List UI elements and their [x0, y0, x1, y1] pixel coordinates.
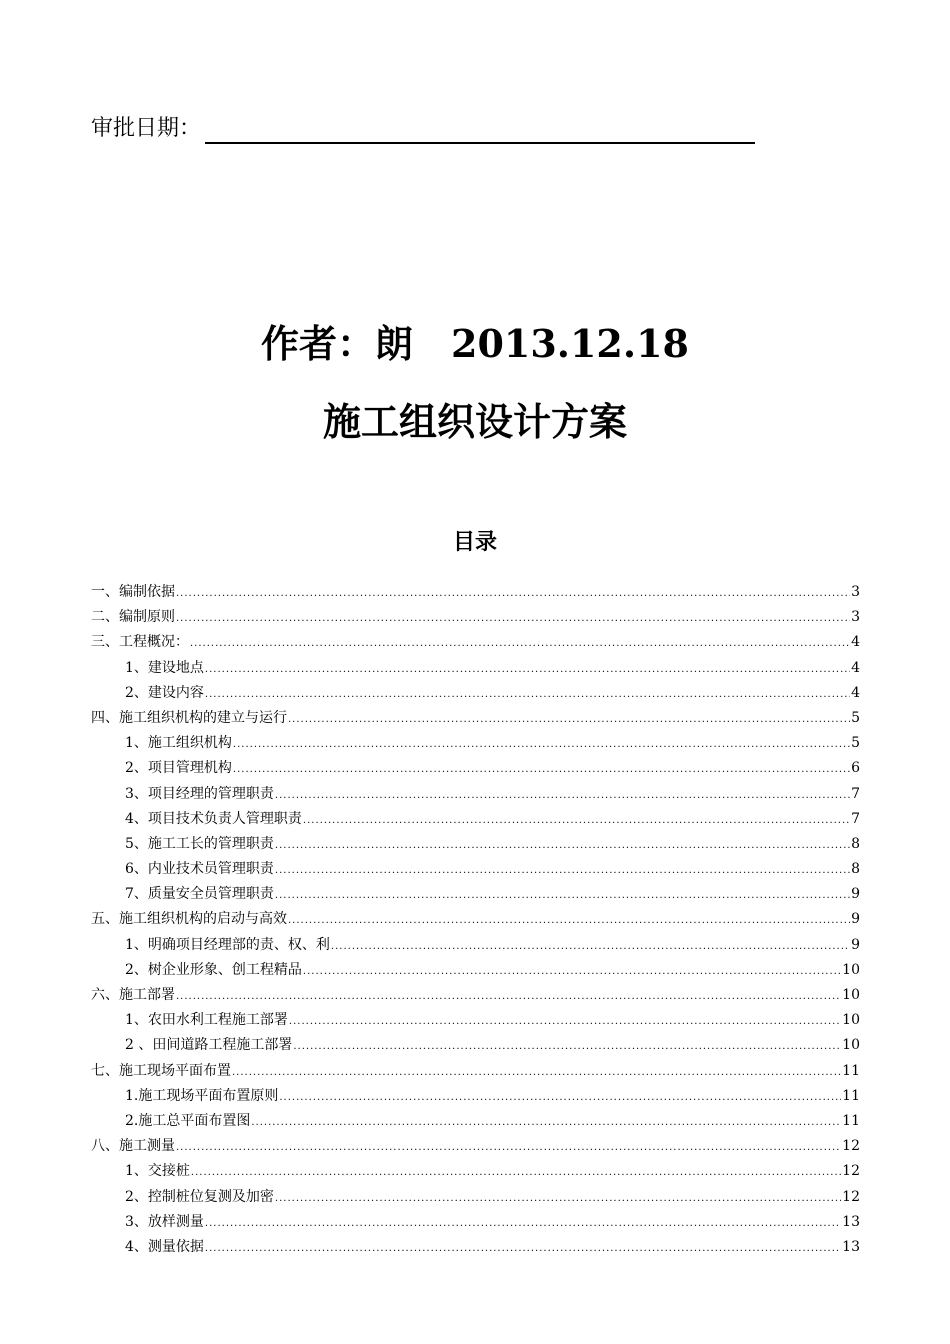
toc-dot-leader — [275, 833, 850, 858]
toc-entry-page-number: 3 — [851, 584, 860, 600]
toc-entry[interactable] — [91, 1134, 860, 1159]
toc-dot-leader — [275, 883, 850, 908]
approval-date-field — [91, 114, 755, 144]
toc-entry-label: 4、项目技术负责人管理职责 — [125, 810, 302, 827]
table-of-contents — [91, 580, 860, 1260]
toc-entry-label: 六、施工部署 — [91, 987, 175, 1003]
toc-entry-page-number: 11 — [842, 1112, 860, 1129]
toc-entry[interactable] — [91, 1059, 860, 1084]
toc-dot-leader — [275, 1186, 841, 1211]
toc-entry[interactable] — [91, 958, 860, 983]
toc-entry[interactable] — [91, 605, 860, 630]
toc-entry-page-number: 9 — [851, 911, 860, 928]
toc-entry-label: 五、施工组织机构的启动与高效 — [91, 911, 287, 928]
toc-dot-leader — [275, 783, 850, 808]
toc-dot-leader — [191, 1160, 841, 1185]
toc-dot-leader — [288, 707, 850, 732]
toc-dot-leader — [233, 757, 850, 782]
toc-entry-label: 3、放样测量 — [125, 1213, 204, 1230]
toc-entry-label: 1.施工现场平面布置原则 — [125, 1087, 279, 1104]
toc-entry-label: 6、内业技术员管理职责 — [125, 861, 274, 878]
toc-entry[interactable] — [91, 857, 860, 882]
toc-entry-page-number: 9 — [851, 936, 860, 953]
toc-entry-page-number: 11 — [842, 1087, 860, 1104]
toc-dot-leader — [205, 1211, 841, 1236]
toc-entry-label: 2、树企业形象、创工程精品 — [125, 961, 302, 978]
toc-entry-label: 1、明确项目经理部的责、权、利 — [125, 936, 330, 953]
toc-dot-leader — [176, 581, 850, 606]
toc-entry-page-number: 10 — [842, 1037, 860, 1054]
toc-dot-leader — [293, 1034, 841, 1059]
toc-entry[interactable] — [91, 907, 860, 932]
toc-entry-label: 2.施工总平面布置图 — [125, 1112, 251, 1129]
toc-entry[interactable] — [91, 1084, 860, 1109]
toc-entry-page-number: 4 — [851, 634, 860, 651]
toc-entry-page-number: 10 — [842, 1012, 860, 1029]
toc-entry-page-number: 8 — [851, 835, 860, 852]
toc-entry[interactable] — [91, 580, 860, 605]
toc-entry-page-number: 5 — [851, 735, 860, 752]
toc-entry-label: 5、施工工长的管理职责 — [125, 835, 274, 852]
toc-dot-leader — [275, 858, 850, 883]
toc-entry[interactable] — [91, 933, 860, 958]
approval-date-blank-line — [205, 122, 755, 144]
toc-entry-page-number: 13 — [842, 1213, 860, 1230]
toc-entry[interactable] — [91, 731, 860, 756]
toc-entry[interactable] — [91, 1185, 860, 1210]
toc-entry-label: 1、施工组织机构 — [125, 735, 232, 752]
toc-entry-page-number: 3 — [851, 609, 860, 626]
toc-entry-page-number: 7 — [851, 810, 860, 827]
toc-entry-label: 1、农田水利工程施工部署 — [125, 1012, 288, 1029]
toc-entry[interactable] — [91, 1033, 860, 1058]
toc-entry-page-number: 12 — [842, 1188, 860, 1205]
toc-entry[interactable] — [91, 756, 860, 781]
toc-entry-label: 1、建设地点 — [125, 659, 204, 676]
toc-entry-label: 一、编制依据 — [91, 584, 175, 600]
toc-entry[interactable] — [91, 630, 860, 655]
toc-entry[interactable] — [91, 983, 860, 1008]
toc-dot-leader — [176, 984, 841, 1009]
toc-dot-leader — [232, 1060, 841, 1085]
toc-dot-leader — [279, 1085, 841, 1110]
toc-dot-leader — [205, 682, 850, 707]
toc-entry-label: 1、交接桩 — [125, 1163, 190, 1180]
toc-entry[interactable] — [91, 1109, 860, 1134]
toc-entry-label: 4、测量依据 — [125, 1238, 204, 1255]
toc-entry-label: 七、施工现场平面布置 — [91, 1062, 231, 1079]
toc-entry[interactable] — [91, 832, 860, 857]
document-title: 施工组织设计方案 — [322, 399, 627, 444]
toc-entry-page-number: 7 — [851, 785, 860, 802]
toc-entry-page-number: 4 — [851, 659, 860, 676]
toc-heading: 目录 — [452, 529, 497, 555]
toc-dot-leader — [331, 934, 850, 959]
toc-entry-page-number: 4 — [851, 684, 860, 701]
toc-dot-leader — [303, 959, 841, 984]
toc-dot-leader — [176, 1135, 841, 1160]
toc-entry-page-number: 10 — [842, 987, 860, 1003]
toc-dot-leader — [233, 732, 850, 757]
toc-entry-page-number: 13 — [842, 1238, 860, 1255]
toc-entry-label: 二、编制原则 — [91, 609, 175, 626]
toc-entry-label: 2、建设内容 — [125, 684, 204, 701]
toc-dot-leader — [288, 908, 850, 933]
toc-entry-label: 四、施工组织机构的建立与运行 — [91, 709, 287, 726]
toc-dot-leader — [205, 657, 850, 682]
toc-entry[interactable] — [91, 706, 860, 731]
toc-entry-page-number: 12 — [842, 1138, 860, 1155]
toc-entry-page-number: 5 — [851, 709, 860, 726]
toc-dot-leader — [251, 1110, 841, 1135]
toc-entry[interactable] — [91, 1008, 860, 1033]
toc-entry-label: 7、质量安全员管理职责 — [125, 886, 274, 903]
toc-entry-label: 2、控制桩位复测及加密 — [125, 1188, 274, 1205]
toc-entry-page-number: 10 — [842, 961, 860, 978]
toc-dot-leader — [176, 606, 850, 631]
toc-dot-leader — [205, 1236, 841, 1261]
toc-entry-page-number: 8 — [851, 861, 860, 878]
approval-date-label: 审批日期： — [91, 116, 202, 141]
toc-entry-label: 八、施工测量 — [91, 1138, 175, 1155]
toc-entry-label: 三、工程概况： — [91, 634, 189, 651]
author-line: 作者：朗 2013.12.18 — [261, 321, 689, 366]
toc-entry[interactable] — [91, 656, 860, 681]
toc-entry-label: 2、项目管理机构 — [125, 760, 232, 777]
toc-entry-label: 2 、田间道路工程施工部署 — [125, 1037, 293, 1054]
toc-dot-leader — [303, 808, 850, 833]
toc-entry[interactable] — [91, 681, 860, 706]
toc-dot-leader — [289, 1009, 841, 1034]
toc-entry[interactable] — [91, 1235, 860, 1260]
toc-dot-leader — [190, 631, 850, 656]
toc-entry-label: 3、项目经理的管理职责 — [125, 785, 274, 802]
toc-entry[interactable] — [91, 882, 860, 907]
toc-entry[interactable] — [91, 782, 860, 807]
toc-entry-page-number: 6 — [851, 760, 860, 777]
toc-entry-page-number: 12 — [842, 1163, 860, 1180]
toc-entry-page-number: 9 — [851, 886, 860, 903]
toc-entry[interactable] — [91, 1210, 860, 1235]
toc-entry[interactable] — [91, 807, 860, 832]
toc-entry[interactable] — [91, 1159, 860, 1184]
toc-entry-page-number: 11 — [842, 1062, 860, 1079]
